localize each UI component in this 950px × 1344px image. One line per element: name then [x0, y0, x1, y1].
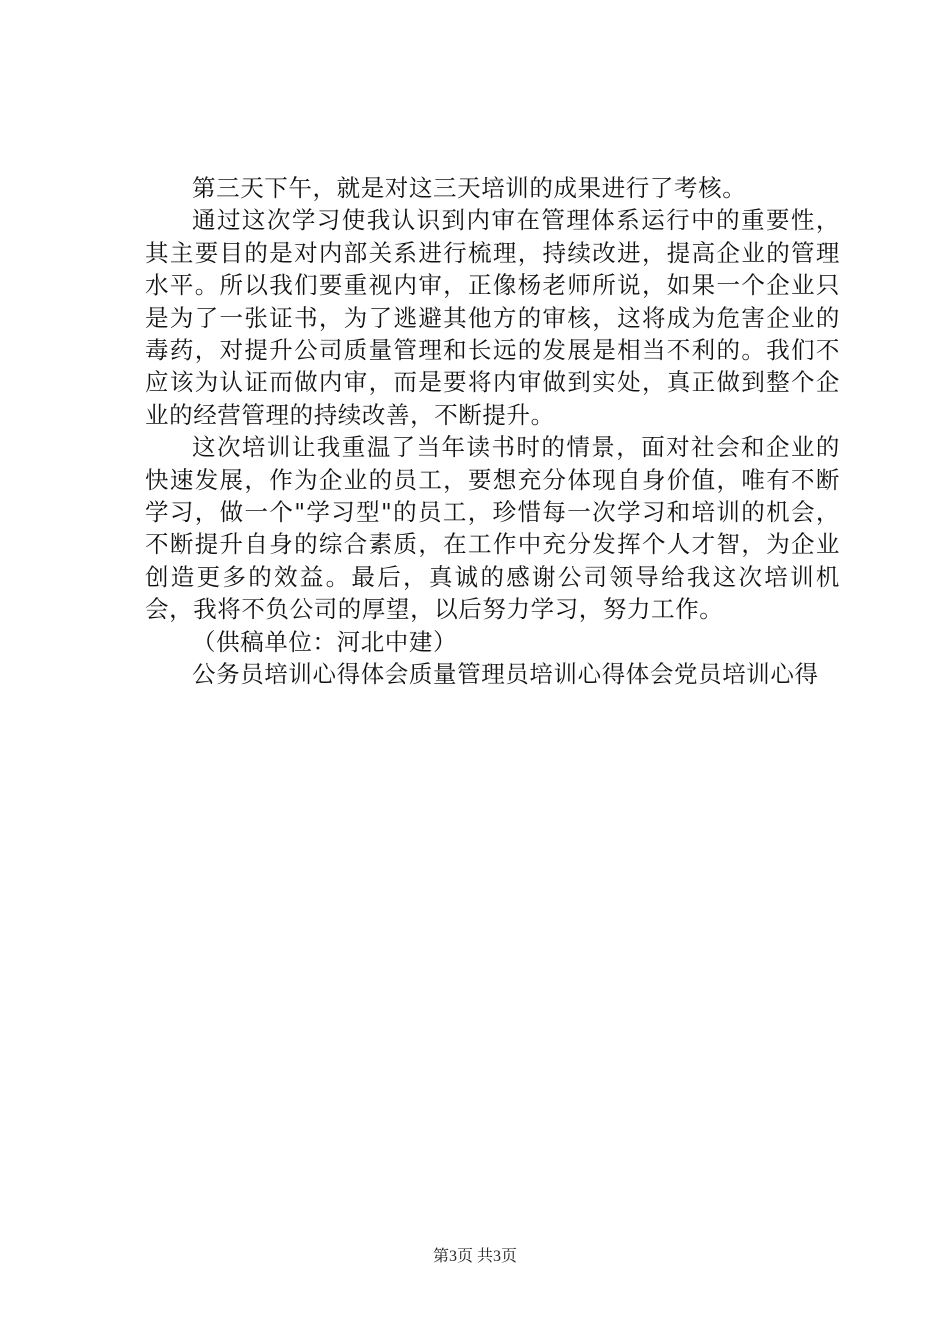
page-number: 第3页 共3页 [432, 1248, 517, 1265]
paragraph-reflection: 这次培训让我重温了当年读书时的情景，面对社会和企业的快速发展，作为企业的员工，要想充分体现自身价值，唯有不断学习，做一个"学习型"的员工，珍惜每一次学习和培训的机会，不断提升自身的综合素质，在工作中充分发挥个人才智，为企业创造更多的效益。最后，真诚的感谢公司领导给我这次培训机会，我将不负公司的厚望，以后努力学习，努力工作。 [145, 433, 840, 624]
paragraph-source: （供稿单位：河北中建） [192, 627, 458, 656]
paragraph-exam: 第三天下午，就是对这三天培训的成果进行了考核。 [192, 174, 747, 202]
document-body [145, 172, 840, 691]
paragraph-internal-audit: 通过这次学习使我认识到内审在管理体系运行中的重要性，其主要目的是对内部关系进行梳理，持续改进，提高企业的管理水平。所以我们要重视内审，正像杨老师所说，如果一个企业只是为了一张证书，为了逃避其他方的审核，这将成为危害企业的毒药，对提升公司质量管理和长远的发展是相当不利的。我们不应该为认证而做内审，而是要将内审做到实处，真正做到整个企业的经营管理的持续改善，不断提升。 [145, 206, 840, 429]
paragraph-related-titles: 公务员培训心得体会质量管理员培训心得体会党员培训心得 [192, 660, 819, 689]
